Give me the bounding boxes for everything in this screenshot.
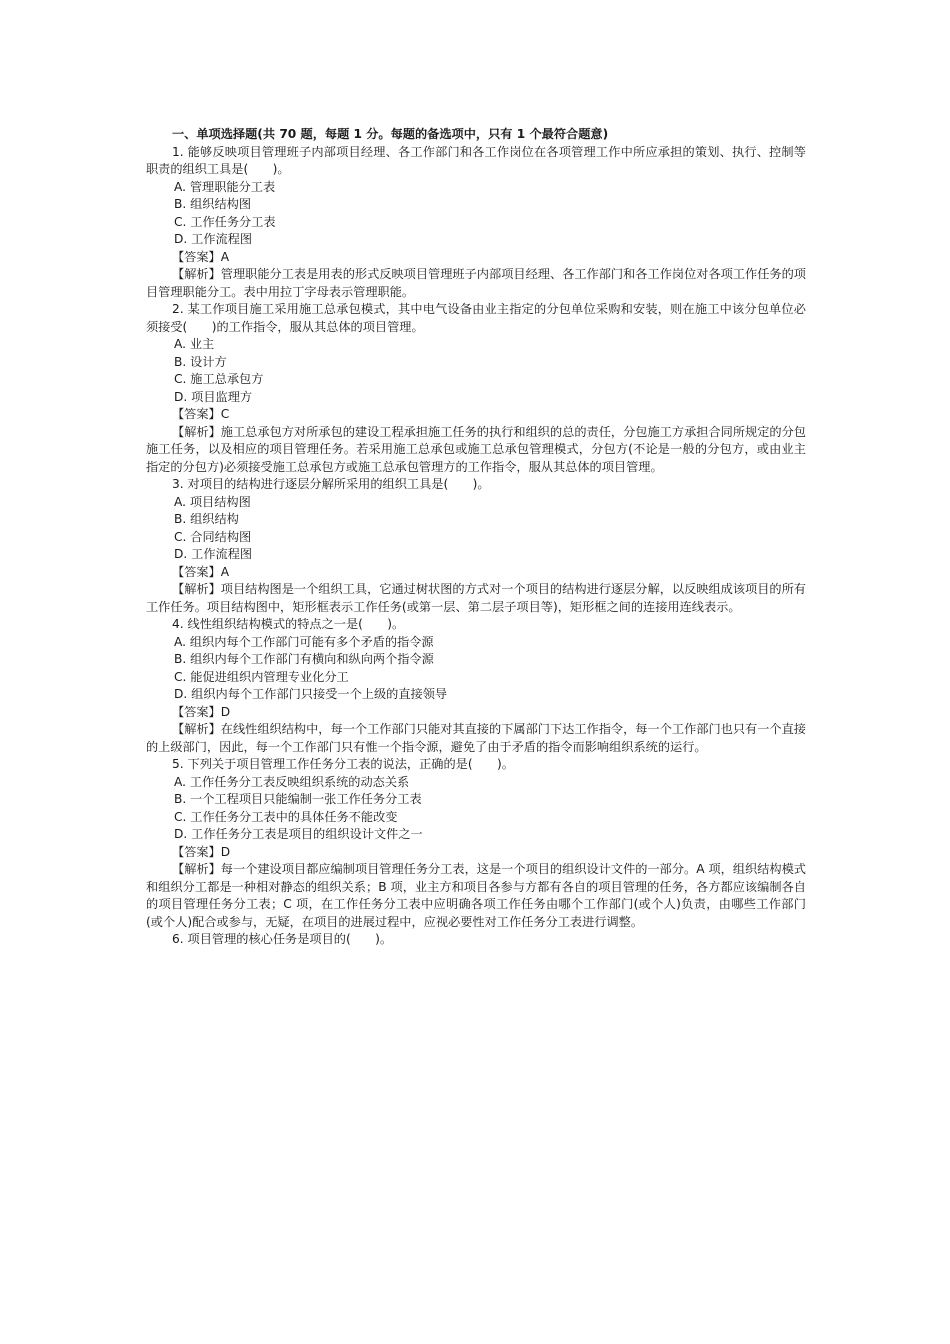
question-1-analysis: 【解析】管理职能分工表是用表的形式反映项目管理班子内部项目经理、各工作部门和各工作岗位对各项工作任务的项目管理职能分工。表中用拉丁字母表示管理职能。	[146, 267, 806, 299]
question-6-stem: 6. 项目管理的核心任务是项目的( )。	[172, 932, 393, 946]
section-heading: 一、单项选择题(共 70 题，每题 1 分。每题的备选项中，只有 1 个最符合题意)	[172, 127, 609, 141]
question-4-stem: 4. 线性组织结构模式的特点之一是( )。	[172, 617, 405, 631]
question-4-analysis: 【解析】在线性组织结构中，每一个工作部门只能对其直接的下属部门下达工作指令，每一个工作部门也只有一个直接的上级部门，因此，每一个工作部门只有惟一个指令源，避免了由于矛盾的指令而影响组织系统的运行。	[146, 722, 806, 754]
question-4-answer: 【答案】D	[172, 704, 231, 719]
question-3-option-b: B. 组织结构	[174, 512, 239, 526]
question-5-answer: 【答案】D	[172, 844, 231, 859]
question-1-stem: 1. 能够反映项目管理班子内部项目经理、各工作部门和各工作岗位在各项管理工作中所应承担的策划、执行、控制等职责的组织工具是( )。	[146, 144, 806, 176]
question-2-answer: 【答案】C	[172, 407, 230, 421]
question-3-analysis: 【解析】项目结构图是一个组织工具，它通过树状图的方式对一个项目的结构进行逐层分解，以反映组成该项目的所有工作任务。项目结构图中，矩形框表示工作任务(或第一层、第二层子项目等)，矩形框之间的连接用连线表示。	[146, 582, 806, 614]
question-5-option-a: A. 工作任务分工表反映组织系统的动态关系	[174, 774, 410, 789]
question-1-option-a: A. 管理职能分工表	[174, 179, 276, 194]
question-3-option-a: A. 项目结构图	[174, 494, 251, 509]
question-2-option-b: B. 设计方	[174, 354, 227, 369]
question-4-option-c: C. 能促进组织内管理专业化分工	[174, 669, 349, 684]
question-2-option-c: C. 施工总承包方	[174, 372, 264, 386]
question-1-option-c: C. 工作任务分工表	[174, 214, 276, 229]
question-4-option-d: D. 组织内每个工作部门只接受一个上级的直接领导	[174, 687, 448, 701]
question-3-answer: 【答案】A	[172, 564, 230, 579]
exam-content	[146, 126, 806, 949]
question-5-option-d: D. 工作任务分工表是项目的组织设计文件之一	[174, 827, 423, 841]
question-2-analysis: 【解析】施工总承包方对所承包的建设工程承担施工任务的执行和组织的总的责任，分包施工方承担合同所规定的分包施工任务，以及相应的项目管理任务。若采用施工总承包或施工总承包管理模式，分包方(不论是一般的分包方，或由业主指定的分包方)必须接受施工总承包方或施工总承包管理方的工作指令，服从其总体的项目管理。	[146, 424, 806, 474]
question-1-option-d: D. 工作流程图	[174, 232, 253, 246]
question-5-stem: 5. 下列关于项目管理工作任务分工表的说法，正确的是( )。	[172, 757, 514, 771]
question-5-option-b: B. 一个工程项目只能编制一张工作任务分工表	[174, 792, 422, 806]
question-2-option-d: D. 项目监理方	[174, 389, 253, 404]
question-1-option-b: B. 组织结构图	[174, 197, 252, 211]
question-3-stem: 3. 对项目的结构进行逐层分解所采用的组织工具是( )。	[172, 477, 490, 491]
question-3-option-c: C. 合同结构图	[174, 529, 252, 544]
question-2-stem: 2. 某工作项目施工采用施工总承包模式，其中电气设备由业主指定的分包单位采购和安装，则在施工中该分包单位必须接受( )的工作指令，服从其总体的项目管理。	[146, 302, 806, 334]
question-3-option-d: D. 工作流程图	[174, 547, 253, 561]
question-5-option-c: C. 工作任务分工表中的具体任务不能改变	[174, 809, 398, 824]
question-2-option-a: A. 业主	[174, 337, 215, 351]
question-4-option-b: B. 组织内每个工作部门有横向和纵向两个指令源	[174, 652, 434, 666]
question-4-option-a: A. 组织内每个工作部门可能有多个矛盾的指令源	[174, 634, 434, 649]
question-5-analysis: 【解析】每一个建设项目都应编制项目管理任务分工表，这是一个项目的组织设计文件的一部分。A 项，组织结构模式和组织分工都是一种相对静态的组织关系；B 项，业主方和项目各参与方都有各自的项目管理的任务，各方都应该编制各自的项目管理任务分工表；C 项，在工作任务分工表中应明确各项工作任务由哪个工作部门(或个人)负责，由哪些工作部门(或个人)配合或参与，无疑，在项目的进展过程中，应视必要性对工作任务分工表进行调整。	[146, 862, 806, 929]
question-1-answer: 【答案】A	[172, 249, 230, 264]
